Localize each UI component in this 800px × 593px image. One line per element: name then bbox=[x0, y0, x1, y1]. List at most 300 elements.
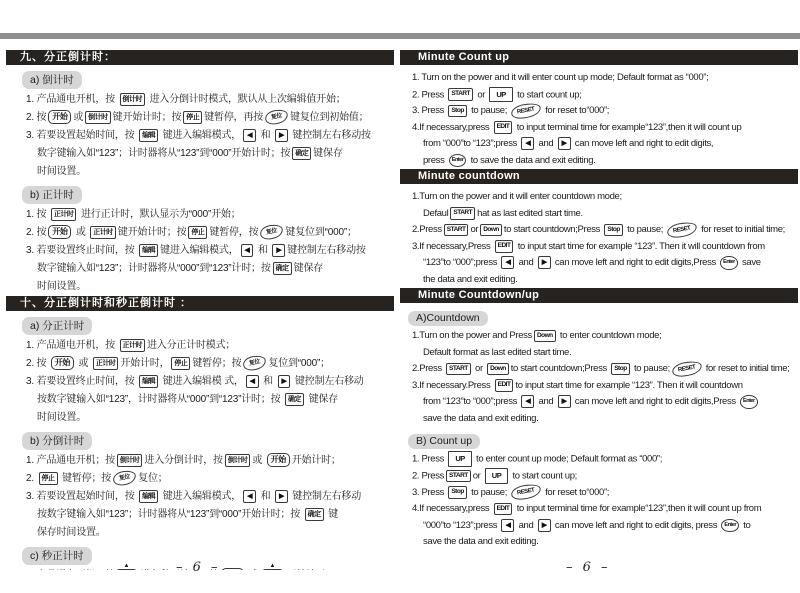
line-text: 键控制左右移动按 bbox=[287, 245, 366, 256]
line-text: to enter count up mode; Default format as “000”; bbox=[473, 453, 663, 465]
line-text: to start count up; bbox=[510, 470, 577, 482]
line-text: to input terminal time for example“123”,then it will count up bbox=[514, 121, 742, 133]
key-reset bbox=[666, 220, 697, 239]
line-text: 键保存 bbox=[306, 394, 338, 405]
line-text: 键控制左右移动 bbox=[292, 376, 364, 387]
key-label: 确定 bbox=[295, 149, 309, 157]
key-label: START bbox=[446, 225, 466, 233]
key-down bbox=[534, 330, 556, 343]
line-text: can move left and right to edit digits,Press bbox=[572, 396, 739, 408]
up-arrow-icon: ▲ bbox=[269, 562, 276, 569]
key-label: RESET bbox=[677, 364, 696, 374]
line-text: to pause; bbox=[624, 224, 666, 236]
line-text: 和 bbox=[257, 491, 273, 502]
key-label: 倒计时 bbox=[88, 113, 108, 121]
key-up bbox=[489, 87, 512, 103]
list-line bbox=[26, 506, 394, 524]
line-text: 3. Press bbox=[412, 105, 447, 117]
key-right-arrow bbox=[272, 244, 285, 257]
key-label: UP bbox=[491, 471, 502, 481]
key-right-arrow bbox=[275, 129, 288, 142]
line-text: can move left and right to edit digits, bbox=[572, 138, 714, 150]
line-text: for reset to“000”; bbox=[542, 105, 610, 117]
key-count bbox=[117, 562, 136, 570]
list-line bbox=[412, 394, 798, 411]
subsection-label-row bbox=[22, 185, 394, 204]
line-text: 键 bbox=[325, 509, 339, 520]
line-text: press bbox=[423, 154, 447, 166]
section-header: Minute Countdown/up bbox=[400, 288, 798, 303]
key-label: RESET bbox=[672, 225, 692, 235]
line-text: 开始计时， bbox=[120, 358, 170, 369]
key-start bbox=[48, 110, 71, 124]
key-label: Enter bbox=[724, 521, 736, 528]
list-line bbox=[26, 391, 394, 409]
key-label: ◀ bbox=[249, 377, 255, 385]
line-text: to input terminal time for example“123”,then it will count up from bbox=[514, 503, 762, 515]
list-line bbox=[26, 206, 394, 224]
key-label: ▶ bbox=[281, 377, 287, 385]
key-label: Enter bbox=[743, 398, 755, 404]
line-text: 4.If necessary,press bbox=[412, 121, 492, 133]
line-text: to start countdown;Press bbox=[503, 224, 603, 236]
list-line bbox=[26, 278, 394, 296]
key-label: 编辑 bbox=[142, 492, 156, 500]
key-label: 复位 bbox=[118, 474, 131, 483]
list-line bbox=[26, 470, 394, 488]
key-minute-countdown bbox=[225, 454, 251, 467]
key-label: ◀ bbox=[247, 131, 252, 139]
key-start bbox=[221, 568, 244, 570]
key-stop bbox=[611, 363, 629, 376]
key-label: 开始 bbox=[54, 358, 70, 368]
key-label: Stop bbox=[614, 364, 627, 372]
line-text: to pause; bbox=[631, 363, 670, 375]
key-reset bbox=[242, 354, 267, 372]
key-right-arrow bbox=[558, 395, 571, 408]
key-label: 确定 bbox=[275, 264, 289, 272]
key-label: 开始 bbox=[52, 112, 68, 122]
line-text: Defaul bbox=[423, 207, 449, 219]
key-label: EDIT bbox=[496, 123, 510, 130]
line-text: 键进入编辑模式， bbox=[160, 491, 242, 502]
subsection-label-row bbox=[22, 70, 394, 89]
key-start bbox=[446, 470, 471, 483]
line-text: hat as last edited start time. bbox=[477, 207, 583, 219]
key-label: ◀ bbox=[505, 259, 511, 267]
key-label: UP bbox=[496, 89, 506, 99]
key-label: EDIT bbox=[497, 242, 511, 249]
line-text: 键复位到“000”； bbox=[285, 227, 357, 238]
key-left-arrow bbox=[501, 519, 514, 532]
section-body bbox=[6, 316, 394, 570]
key-right-arrow bbox=[558, 137, 571, 150]
list-line bbox=[26, 488, 394, 506]
key-left-arrow bbox=[241, 244, 254, 257]
key-label: ▶ bbox=[276, 246, 282, 254]
line-text: to pause; bbox=[468, 105, 510, 117]
line-text: 进入分倒计时，按 bbox=[144, 455, 223, 466]
line-text: to save the data and exit editing. bbox=[468, 154, 596, 166]
line-text: 2. Press bbox=[412, 470, 445, 482]
line-text: 按数字键输入如“123”，计时器将从“000”到“123”计时；按 bbox=[37, 394, 284, 405]
list-line bbox=[412, 501, 798, 518]
key-left-arrow bbox=[521, 137, 534, 150]
line-text: 进行正计时，默认显示为“000”开始； bbox=[78, 209, 241, 220]
key-start bbox=[448, 88, 473, 101]
section-body bbox=[6, 70, 394, 296]
key-edit bbox=[494, 503, 513, 516]
list-line bbox=[412, 328, 798, 345]
line-text: to input start time for example “123”. Then it will countdown from bbox=[515, 240, 765, 252]
up-arrow-icon: ▲ bbox=[123, 562, 130, 569]
key-label: 正计时 bbox=[122, 341, 142, 349]
line-text: 键开始计时；按 bbox=[117, 227, 187, 238]
key-start bbox=[450, 207, 475, 220]
key-start bbox=[446, 363, 471, 376]
line-text: 或 bbox=[75, 358, 91, 369]
key-stop bbox=[171, 357, 190, 370]
list-line bbox=[412, 485, 798, 502]
line-text: “000”to “123”;press bbox=[423, 519, 500, 531]
line-text: the data and exit editing. bbox=[423, 273, 518, 285]
line-text: 或 bbox=[73, 227, 89, 238]
key-minute-countdown bbox=[85, 111, 111, 124]
key-stop bbox=[39, 472, 58, 485]
line-text: 1. 产品通电开机，按 bbox=[26, 94, 118, 105]
subsection-label-row bbox=[408, 308, 798, 326]
list-line bbox=[412, 206, 798, 223]
subsection-label: c) 秒正计时 bbox=[22, 547, 92, 565]
key-label: START bbox=[451, 90, 471, 97]
line-text: 进入分倒计时模式，默认从上次编辑值开始； bbox=[147, 94, 346, 105]
key-label: Down bbox=[483, 225, 499, 233]
list-line bbox=[412, 120, 798, 137]
key-label: ▶ bbox=[278, 131, 284, 139]
line-text: can move left and right to edit digits, press bbox=[552, 519, 720, 531]
key-label: RESET bbox=[516, 106, 536, 116]
key-minute-countup bbox=[93, 357, 119, 370]
key-label: Enter bbox=[723, 259, 735, 265]
line-text: to start count up; bbox=[514, 88, 582, 100]
key-reset bbox=[112, 469, 137, 487]
list-line bbox=[412, 153, 798, 170]
line-text: save the data and exit editing. bbox=[423, 412, 539, 424]
subsection-label-row bbox=[408, 431, 798, 449]
page-number-left: – 6 – bbox=[176, 560, 221, 575]
key-label: 开始 bbox=[52, 227, 68, 237]
subsection-label: a) 倒计时 bbox=[22, 71, 82, 89]
line-text: 1. 按 bbox=[26, 209, 49, 220]
line-text: 2. Press bbox=[412, 88, 447, 100]
line-text: 2.Press bbox=[412, 363, 445, 375]
section-header: Minute countdown bbox=[400, 169, 798, 184]
line-text: to pause; bbox=[468, 486, 510, 498]
key-label: 倒计时 bbox=[122, 95, 142, 103]
key-label: 编辑 bbox=[142, 246, 156, 254]
list-line bbox=[26, 409, 394, 427]
key-up bbox=[448, 451, 471, 467]
top-divider-bar bbox=[0, 33, 800, 39]
key-label: Enter bbox=[451, 156, 464, 163]
list-line bbox=[412, 87, 798, 104]
key-edit bbox=[139, 129, 158, 142]
line-text: 键暂停；按 bbox=[59, 473, 112, 484]
line-text: 2. 按 bbox=[26, 358, 49, 369]
line-text: or bbox=[472, 470, 483, 482]
key-label: 确定 bbox=[307, 510, 321, 518]
key-label: 复位 bbox=[265, 228, 278, 237]
line-text: 复位； bbox=[138, 473, 168, 484]
line-text: for reset to initial time; bbox=[698, 224, 785, 236]
key-label: 复位 bbox=[270, 113, 283, 122]
line-text: 4.If necessary,press bbox=[412, 503, 492, 515]
list-line bbox=[26, 524, 394, 542]
key-stop bbox=[188, 226, 207, 239]
line-text: 或 bbox=[252, 455, 265, 466]
line-text: 1. 产品通电开机，按 bbox=[26, 340, 118, 351]
list-line bbox=[412, 378, 798, 395]
key-label: ▶ bbox=[561, 398, 567, 406]
line-text: and bbox=[536, 138, 556, 150]
key-label: 开始 bbox=[270, 455, 286, 465]
key-label: 停止 bbox=[186, 113, 200, 121]
list-line bbox=[26, 127, 394, 145]
line-text: or bbox=[472, 363, 486, 375]
line-text: 和 bbox=[257, 130, 273, 141]
line-text: 和 bbox=[255, 245, 271, 256]
key-right-arrow bbox=[278, 375, 291, 388]
key-label: START bbox=[449, 364, 468, 372]
key-down bbox=[487, 363, 509, 376]
line-text: for reset to initial time; bbox=[703, 363, 790, 375]
list-line bbox=[412, 222, 798, 239]
list-line bbox=[412, 534, 798, 551]
key-ok bbox=[285, 393, 304, 406]
list-line bbox=[26, 355, 394, 373]
list-line bbox=[412, 239, 798, 256]
section-header: Minute Count up bbox=[400, 50, 798, 65]
key-start bbox=[444, 224, 469, 237]
key-left-arrow bbox=[521, 395, 534, 408]
line-text: 键暂停，按 bbox=[209, 227, 259, 238]
page-number-right: – 6 – bbox=[566, 560, 611, 575]
line-text: 2. 按 bbox=[26, 227, 47, 238]
subsection-label: a) 分正计时 bbox=[22, 317, 92, 335]
key-ok bbox=[273, 262, 292, 275]
key-count bbox=[263, 562, 282, 570]
key-label: ▶ bbox=[278, 492, 284, 500]
subsection-label: A)Countdown bbox=[408, 311, 488, 326]
key-label: ◀ bbox=[525, 140, 531, 148]
key-label: ▶ bbox=[541, 521, 547, 529]
key-label: 正计时 bbox=[95, 359, 116, 367]
key-label: 倒计时 bbox=[119, 456, 140, 464]
key-label: 停止 bbox=[174, 359, 188, 367]
key-edit bbox=[495, 240, 514, 253]
column-left bbox=[6, 50, 394, 570]
key-edit bbox=[139, 490, 158, 503]
key-label: Stop bbox=[451, 106, 464, 114]
column-right bbox=[400, 50, 798, 570]
line-text: 3.If necessary.Press bbox=[412, 379, 493, 391]
key-enter bbox=[449, 154, 467, 168]
key-minute-countdown bbox=[120, 93, 146, 106]
key-label: 编辑 bbox=[142, 131, 156, 139]
list-line bbox=[412, 136, 798, 153]
key-minute-countup bbox=[120, 339, 146, 352]
line-text: or bbox=[475, 88, 488, 100]
key-label: 停止 bbox=[191, 228, 205, 236]
line-text: “123”to “000”;press bbox=[423, 257, 500, 269]
line-text: 键控制左右移动 bbox=[289, 491, 362, 502]
line-text: 开始计时； bbox=[291, 455, 341, 466]
key-label: ▶ bbox=[561, 140, 567, 148]
key-label: RESET bbox=[516, 487, 536, 497]
key-left-arrow bbox=[243, 490, 256, 503]
key-enter bbox=[740, 395, 758, 409]
key-label: 正计时 bbox=[53, 210, 74, 218]
line-text: 3. 若要设置终止时间，按 bbox=[26, 245, 138, 256]
key-left-arrow bbox=[246, 375, 259, 388]
line-text: 3. Press bbox=[412, 486, 447, 498]
line-text: 1. Press bbox=[412, 453, 447, 465]
key-ok bbox=[292, 147, 311, 160]
line-text: 键保存 bbox=[293, 263, 324, 274]
line-text: 数字键输入如“123”；计时器将从“000”到“123”计时；按 bbox=[37, 263, 271, 274]
list-line bbox=[412, 70, 798, 87]
line-text: 键进入编辑模式， bbox=[160, 130, 242, 141]
key-edit bbox=[494, 121, 513, 134]
key-label: EDIT bbox=[496, 504, 510, 512]
subsection-label-row bbox=[22, 316, 394, 335]
key-reset bbox=[510, 483, 541, 502]
key-label: UP bbox=[455, 454, 465, 464]
key-edit bbox=[139, 244, 158, 257]
line-text: save the data and exit editing. bbox=[423, 536, 539, 548]
key-label: 停止 bbox=[41, 474, 55, 482]
key-start bbox=[51, 356, 74, 370]
key-ok bbox=[305, 508, 324, 521]
key-start bbox=[48, 225, 71, 239]
key-label: EDIT bbox=[497, 381, 511, 388]
line-text: 进入分正计时模式； bbox=[147, 340, 236, 351]
line-text: 2. bbox=[26, 473, 37, 484]
list-line bbox=[412, 103, 798, 120]
line-text: or bbox=[470, 224, 479, 236]
key-start bbox=[267, 453, 290, 467]
key-enter bbox=[721, 519, 739, 533]
line-text: 键进入编辑模 式， bbox=[160, 376, 244, 387]
line-text: 1. Turn on the power and it will enter count up mode; Default format as “000”; bbox=[412, 72, 709, 83]
line-text: 1. 产品通电开机；按 bbox=[26, 455, 115, 466]
line-text: 1.Turn on the power and it will enter countdown mode; bbox=[412, 191, 622, 203]
list-line bbox=[26, 337, 394, 355]
line-text: 保存时间设置。 bbox=[37, 527, 106, 538]
line-text: 或 bbox=[73, 112, 84, 123]
line-text: 键开始计时；按 bbox=[112, 112, 182, 123]
key-left-arrow bbox=[501, 256, 514, 269]
subsection-label: b) 正计时 bbox=[22, 186, 82, 204]
list-line bbox=[26, 91, 394, 109]
line-text: to enter countdown mode; bbox=[557, 330, 662, 342]
line-text: 3. 若要设置起始时间，按 bbox=[26, 130, 138, 141]
list-line bbox=[412, 361, 798, 378]
key-label: 复位 bbox=[248, 359, 261, 368]
key-stop bbox=[604, 224, 622, 237]
key-left-arrow bbox=[243, 129, 256, 142]
section-header: 九、分正倒计时： bbox=[6, 50, 394, 65]
key-label: 倒计时 bbox=[227, 456, 248, 464]
list-line bbox=[412, 468, 798, 485]
key-up bbox=[485, 468, 508, 484]
line-text: 时间设置。 bbox=[37, 412, 86, 423]
list-line bbox=[412, 411, 798, 428]
list-line bbox=[26, 373, 394, 391]
subsection-label-row bbox=[22, 431, 394, 450]
key-label: ◀ bbox=[247, 492, 252, 500]
subsection-label: b) 分倒计时 bbox=[22, 432, 92, 450]
line-text: from “123”to “000”;press bbox=[423, 396, 520, 408]
list-line bbox=[412, 272, 798, 289]
key-stop bbox=[183, 111, 202, 124]
line-text: 2.Press bbox=[412, 224, 442, 236]
line-text: save bbox=[739, 257, 761, 269]
section-body bbox=[400, 189, 798, 288]
key-right-arrow bbox=[538, 256, 551, 269]
key-reset bbox=[510, 101, 541, 120]
list-line bbox=[412, 518, 798, 535]
key-label: ▶ bbox=[541, 259, 547, 267]
key-down bbox=[480, 224, 502, 237]
line-text: 时间设置。 bbox=[37, 166, 86, 177]
line-text: can move left and right to edit digits,Press bbox=[552, 257, 719, 269]
section-body bbox=[400, 308, 798, 551]
key-reset bbox=[671, 359, 702, 378]
line-text: 数字键输入如“123”；计时器将从“123”到“000”开始计时；按 bbox=[37, 148, 291, 159]
key-reset bbox=[259, 223, 284, 241]
line-text: Default format as last edited start time. bbox=[423, 346, 572, 358]
list-line bbox=[412, 189, 798, 206]
line-text: 1.Turn on the power and Press bbox=[412, 330, 532, 342]
line-text: 键控制左右移动按 bbox=[289, 130, 371, 141]
line-text: and bbox=[516, 257, 536, 269]
key-label: ◀ bbox=[525, 398, 531, 406]
line-text: to input start time for example “123”. Then it will countdown bbox=[515, 379, 743, 391]
line-text: 键暂停，再按 bbox=[204, 112, 264, 123]
key-minute-countup bbox=[90, 226, 116, 239]
key-minute-countdown bbox=[117, 454, 143, 467]
key-minute-countup bbox=[51, 208, 77, 221]
list-line bbox=[26, 163, 394, 181]
key-label: Stop bbox=[451, 488, 464, 496]
key-edit bbox=[495, 379, 514, 392]
list-line bbox=[412, 345, 798, 362]
line-text: 3. 若要设置起始时间，按 bbox=[26, 491, 138, 502]
list-line bbox=[26, 242, 394, 260]
key-reset bbox=[264, 108, 289, 126]
line-text: 时间设置。 bbox=[37, 281, 86, 292]
list-line bbox=[26, 452, 394, 470]
key-label: 正计时 bbox=[93, 228, 113, 236]
section-header: 十、分正倒计时和秒正倒计时 ： bbox=[6, 296, 394, 311]
list-line bbox=[26, 260, 394, 278]
key-stop bbox=[448, 486, 466, 499]
key-label: Down bbox=[490, 364, 506, 372]
line-text: for reset to“000”; bbox=[542, 486, 610, 498]
list-line bbox=[412, 451, 798, 468]
line-text: 3.If necessary,Press bbox=[412, 240, 493, 252]
